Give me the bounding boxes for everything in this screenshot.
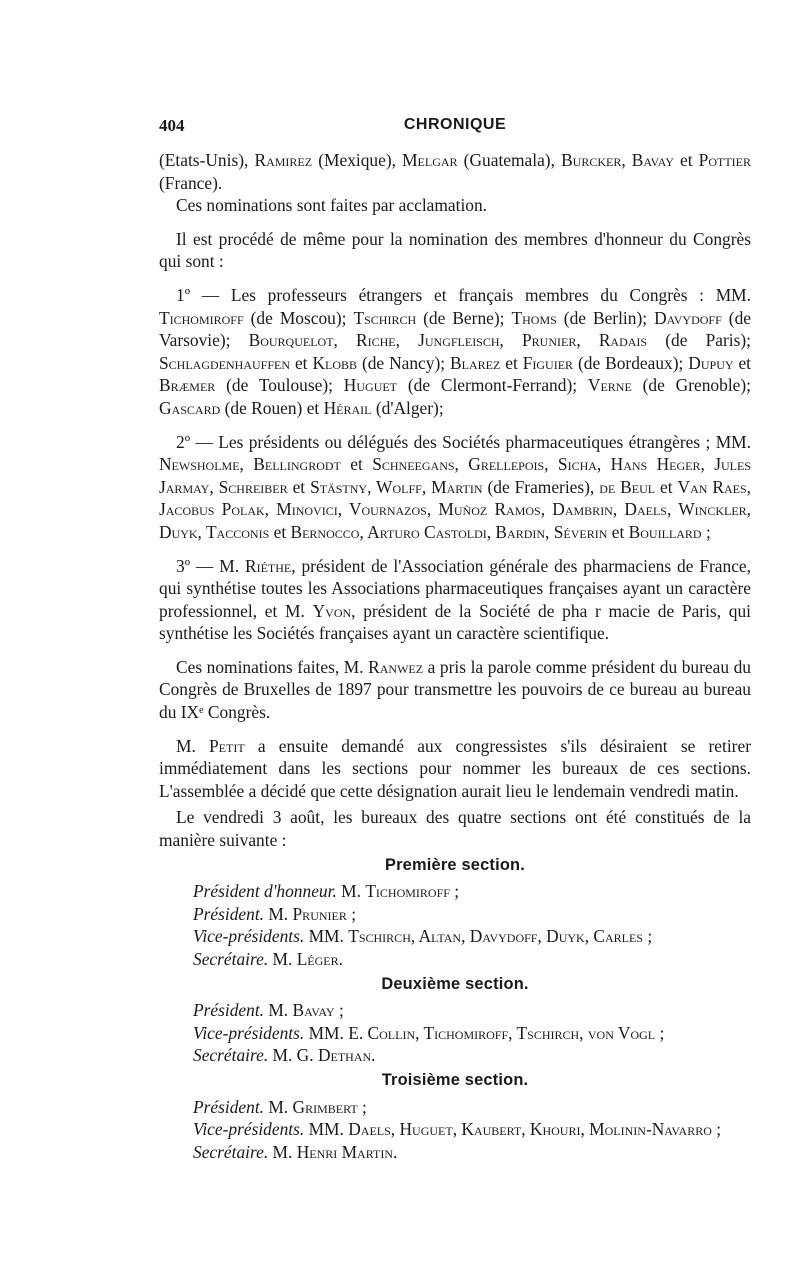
paragraph-professors: 1º — Les professeurs étrangers et français membres du Congrès : MM. Tichomiroff (de Moscou); Tschirch (de Berne); Thoms (de Berlin); Davydoff (de Varsovie); Bourquelot, Riche, Jungfleisch, Prunier, Radais (de Paris); Schlagdenhauffen et Klobb (de Nancy); Blarez et Figuier (de Bordeaux); Dupuy et Bræmer (de Toulouse); Huguet (de Clermont-Ferrand); Verne (de Grenoble); Gascard (de Rouen) et Hérail (d'Alger); [159,284,752,418]
running-title: CHRONIQUE [403,116,507,133]
office-line: Vice-présidents. MM. Tschirch, Altan, Davydoff, Duyk, Carles ; [193,926,653,947]
office-line: Président. M. Grimbert ; [193,1096,367,1117]
office-line: Secrétaire. M. Léger. [193,949,343,969]
paragraph-foreign-societies: 2º — Les présidents ou délégués des Sociétés pharmaceutiques étrangères ; MM. Newsholme, Bellingrodt et Schneegans, Grellepois, Sicha, Hans Heger, Jules Jarmay, Schreiber et Stästny, Wolff, Martin (de Frameries), de Beul et Van Raes, Jacobus Polak, Minovici, Vournazos, Muñoz Ramos, Dambrin, Daels, Winckler, Duyk, Tacconis et Bernocco, Arturo Castoldi, Bardin, Séverin et Bouillard ; [159,431,751,542]
office-line: Secrétaire. M. G. Dethan. [193,1045,376,1066]
office-line: Secrétaire. M. Henri Martin. [193,1141,398,1162]
page-number: 404 [159,116,185,135]
office-line: Vice-présidents. MM. Daels, Huguet, Kaubert, Khouri, Molinin-Navarro ; [193,1119,722,1140]
office-line: Président. M. Bavay ; [193,1000,344,1021]
office-line: Vice-présidents. MM. E. Collin, Tichomiroff, Tschirch, von Vogl ; [193,1022,665,1043]
paragraph-honorary-intro: Il est procédé de même pour la nomination des membres d'honneur du Congrès qui sont : [159,228,751,272]
paragraph-french-associations: 3º — M. Riéthe, président de l'Association générale des pharmaciens de France, qui synthétise toutes les Associations pharmaceutiques françaises ayant un caractère professionnel, et M. Yvon, président de la Société de pha r macie de Paris, qui synthétise les Sociétés françaises ayant un caractère scientifique. [159,555,751,644]
office-line: Président. M. Prunier ; [193,903,357,924]
section-first [159,854,751,971]
body-text [159,149,751,1163]
paragraph-sections-intro: Le vendredi 3 août, les bureaux des quatre sections ont été constitués de la manière suivante : [159,807,751,851]
section-second [159,973,751,1067]
section-third [159,1069,751,1163]
office-line: Président d'honneur. M. Tichomiroff ; [193,881,460,902]
page-header [159,116,751,138]
section-title: Première section. [384,855,526,874]
paragraph-ranwez: Ces nominations faites, M. Ranwez a pris la parole comme président du bureau du Congrès de Bruxelles de 1897 pour transmettre les pouvoirs de ce bureau au bureau du IXᵉ Congrès. [159,656,752,723]
section-title: Deuxième section. [381,974,529,993]
paragraph-petit: M. Petit a ensuite demandé aux congressistes s'ils désiraient se retirer immédiatement dans les sections pour nommer les bureaux de ces sections. L'assemblée a décidé que cette désignation aurait lieu le lendemain vendredi matin. [159,735,751,801]
section-title: Troisième section. [381,1070,529,1089]
paragraph-acclamation: Ces nominations sont faites par acclamation. [176,195,488,216]
paragraph-foreign-members-end: (Etats-Unis), Ramirez (Mexique), Melgar (Guatemala), Burcker, Bavay et Pottier (France). [159,150,751,193]
